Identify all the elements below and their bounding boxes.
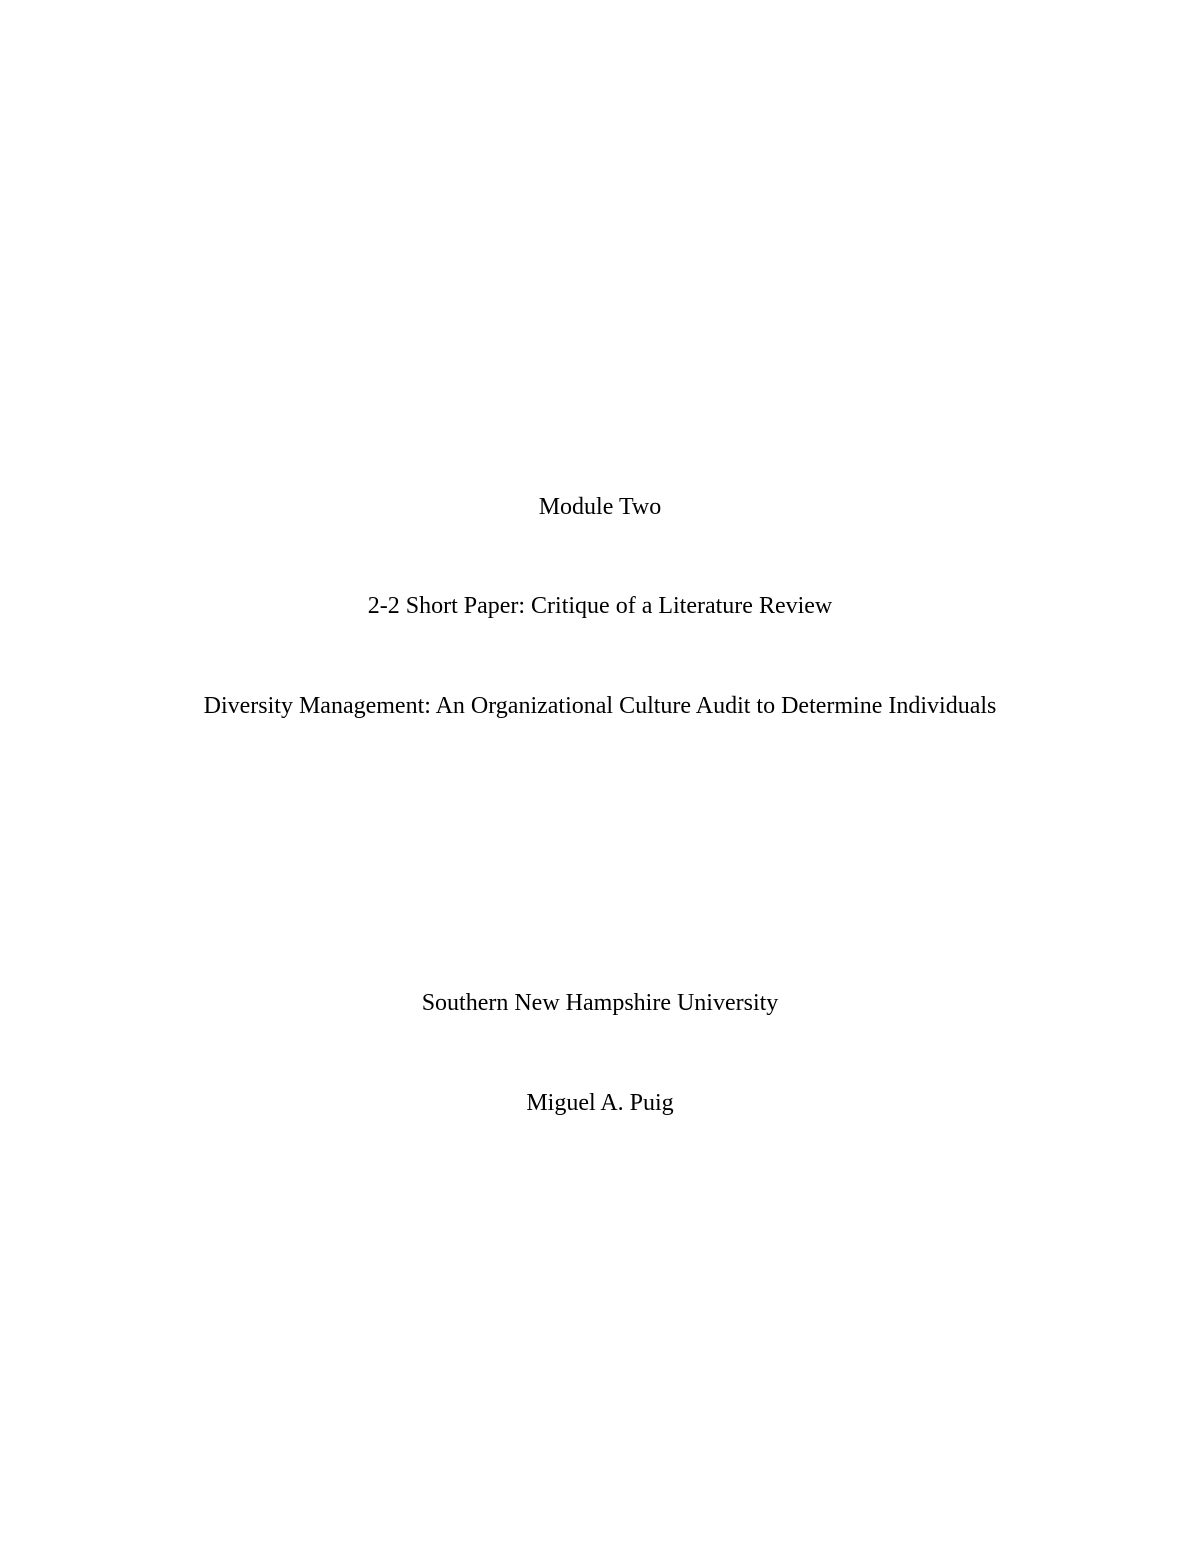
author-name: Miguel A. Puig [526, 1090, 674, 1116]
paper-title: Diversity Management: An Organizational Culture Audit to Determine Individuals [203, 693, 997, 719]
module-heading: Module Two [538, 494, 662, 520]
assignment-title: 2-2 Short Paper: Critique of a Literature Review [367, 593, 833, 619]
institution-name: Southern New Hampshire University [421, 990, 779, 1016]
